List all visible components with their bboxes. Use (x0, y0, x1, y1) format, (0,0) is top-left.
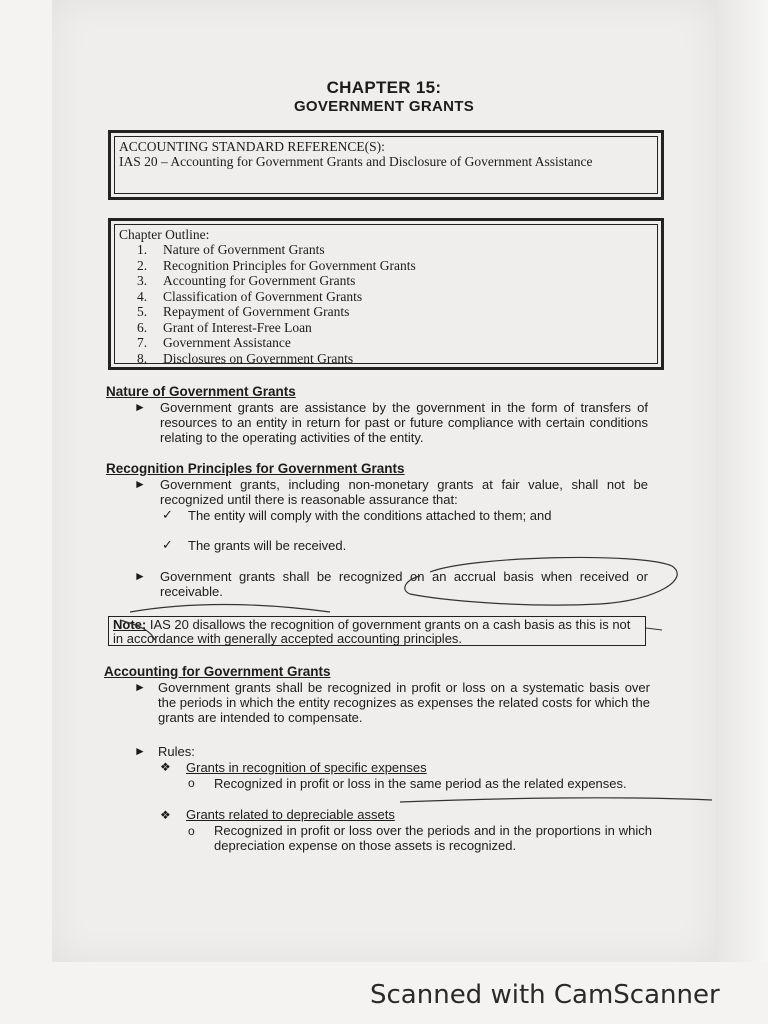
note-text: IAS 20 disallows the recognition of government grants on a cash basis as this is not in accordance with generally accepted accounting principles. (113, 617, 631, 646)
outline-item: 6. Grant of Interest-Free Loan (137, 319, 312, 335)
section-heading-recognition: Recognition Principles for Government Grants (106, 461, 405, 476)
outline-item: 3. Accounting for Government Grants (137, 273, 356, 288)
diamond-bullet-icon: ❖ (160, 760, 171, 774)
arrow-bullet-icon: ► (134, 400, 146, 414)
scanner-watermark: Scanned with CamScanner (370, 980, 720, 1010)
reference-box (108, 130, 664, 200)
outline-item: 8. Disclosures on Government Grants (137, 350, 354, 366)
arrow-bullet-icon: ► (134, 680, 146, 694)
outline-item: 7. Government Assistance (137, 335, 291, 350)
accounting-paragraph: Government grants shall be recognized in profit or loss on a systematic basis over the periods in which the entity recognizes as expenses the related costs for which the grants are intended to compensate. (158, 680, 650, 725)
note-box (108, 616, 646, 646)
outline-heading: Chapter Outline: (119, 227, 210, 242)
arrow-bullet-icon: ► (134, 569, 146, 583)
condition-received: The grants will be received. (188, 538, 347, 553)
outline-list (119, 242, 653, 366)
rule-heading-specific-expenses: Grants in recognition of specific expenses (186, 760, 427, 775)
rule-heading-depreciable-assets: Grants related to depreciable assets (186, 807, 395, 822)
note-label: Note: (113, 617, 147, 632)
chapter-number: CHAPTER 15: (326, 78, 442, 97)
arrow-bullet-icon: ► (134, 744, 146, 758)
outline-item: 2. Recognition Principles for Government Grants (137, 257, 416, 273)
check-icon: ✓ (162, 537, 173, 552)
recognition-paragraph: Government grants, including non-monetary grants at fair value, shall not be recognized until there is reasonable assurance that: (160, 477, 648, 507)
circle-bullet-icon: o (188, 824, 195, 838)
section-heading-accounting: Accounting for Government Grants (104, 664, 331, 679)
rule-text-specific-expenses: Recognized in profit or loss in the same period as the related expenses. (214, 776, 627, 791)
rule-text-depreciable-assets: Recognized in profit or loss over the periods and in the proportions in which depreciation expense on those assets is recognized. (214, 823, 652, 853)
diamond-bullet-icon: ❖ (160, 808, 171, 822)
outline-box (108, 218, 664, 370)
reference-text: IAS 20 – Accounting for Government Grants and Disclosure of Government Assistance (119, 154, 593, 169)
outline-item: 5. Repayment of Government Grants (137, 304, 350, 319)
condition-comply: The entity will comply with the conditions attached to them; and (188, 508, 552, 523)
reference-heading: ACCOUNTING STANDARD REFERENCE(S): (119, 139, 385, 154)
check-icon: ✓ (162, 507, 173, 522)
chapter-title: GOVERNMENT GRANTS (293, 98, 475, 115)
page-edge-shadow (716, 0, 768, 962)
nature-paragraph: Government grants are assistance by the government in the form of transfers of resources to an entity in return for past or future compliance with certain conditions relating to the operating activities of the entity. (160, 400, 648, 445)
outline-item: 1. Nature of Government Grants (137, 242, 325, 257)
arrow-bullet-icon: ► (134, 477, 146, 491)
section-heading-nature: Nature of Government Grants (106, 384, 296, 399)
circle-bullet-icon: o (188, 776, 195, 790)
accrual-paragraph: Government grants shall be recognized on an accrual basis when received or receivable. (160, 569, 648, 599)
rules-label: Rules: (158, 744, 195, 759)
outline-item: 4. Classification of Government Grants (137, 288, 363, 304)
